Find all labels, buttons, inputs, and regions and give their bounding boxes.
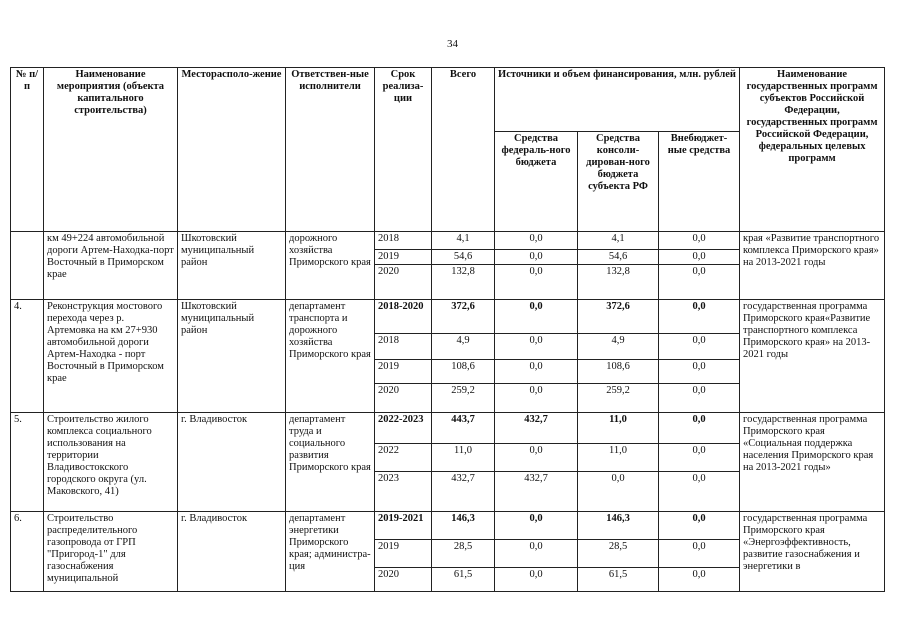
header-name: Наименование мероприятия (объекта капитального строительства) — [44, 68, 178, 232]
header-programs: Наименование государственных программ субъектов Российской Федерации, государственных программ Российской Федерации, федеральных целевых программ — [740, 68, 885, 232]
cell-year: 2018 — [375, 232, 432, 250]
row-executors: департамент транспорта и дорожного хозяйства Приморского края — [286, 300, 375, 413]
cell-extra: 0,0 — [659, 300, 740, 334]
row-location: г. Владивосток — [178, 413, 286, 512]
row-program: государственная программа Приморского края«Развитие транспортного комплекса Приморского края» на 2013-2021 годы — [740, 300, 885, 413]
table-row — [11, 413, 885, 444]
table-row — [11, 300, 885, 334]
cell-year: 2019 — [375, 540, 432, 568]
table-row — [11, 232, 885, 250]
cell-federal: 0,0 — [495, 250, 578, 265]
table-row — [11, 512, 885, 540]
cell-regional: 11,0 — [578, 444, 659, 472]
cell-regional: 4,9 — [578, 334, 659, 360]
header-row — [11, 68, 885, 132]
row-location: Шкотовский муниципальный район — [178, 232, 286, 300]
cell-extra: 0,0 — [659, 265, 740, 300]
cell-total: 132,8 — [432, 265, 495, 300]
cell-federal: 0,0 — [495, 334, 578, 360]
cell-regional: 108,6 — [578, 360, 659, 384]
cell-extra: 0,0 — [659, 512, 740, 540]
row-executors: департамент труда и социального развития Приморского края — [286, 413, 375, 512]
cell-total: 4,1 — [432, 232, 495, 250]
cell-regional: 132,8 — [578, 265, 659, 300]
cell-federal: 0,0 — [495, 265, 578, 300]
cell-total: 11,0 — [432, 444, 495, 472]
cell-federal: 0,0 — [495, 360, 578, 384]
cell-federal: 432,7 — [495, 472, 578, 512]
cell-federal: 0,0 — [495, 444, 578, 472]
cell-total: 28,5 — [432, 540, 495, 568]
cell-extra: 0,0 — [659, 568, 740, 592]
cell-year: 2020 — [375, 384, 432, 413]
cell-year: 2018-2020 — [375, 300, 432, 334]
cell-total: 146,3 — [432, 512, 495, 540]
cell-extra: 0,0 — [659, 360, 740, 384]
row-executors: департамент энергетики Приморского края; администра-ция — [286, 512, 375, 592]
header-location: Месторасполо-жение — [178, 68, 286, 232]
row-program: государственная программа Приморского края «Социальная поддержка населения Приморского края на 2013-2021 годы» — [740, 413, 885, 512]
cell-extra: 0,0 — [659, 250, 740, 265]
cell-regional: 11,0 — [578, 413, 659, 444]
cell-federal: 0,0 — [495, 232, 578, 250]
cell-year: 2019 — [375, 250, 432, 265]
cell-extra: 0,0 — [659, 540, 740, 568]
row-location: г. Владивосток — [178, 512, 286, 592]
cell-total: 443,7 — [432, 413, 495, 444]
cell-total: 108,6 — [432, 360, 495, 384]
row-num: 5. — [11, 413, 44, 512]
cell-federal: 0,0 — [495, 384, 578, 413]
row-program: края «Развитие транспортного комплекса Приморского края» на 2013-2021 годы — [740, 232, 885, 300]
header-sources: Источники и объем финансирования, млн. рублей — [495, 68, 740, 132]
cell-regional: 259,2 — [578, 384, 659, 413]
cell-year: 2019 — [375, 360, 432, 384]
row-name: Реконструкция мостового перехода через р. Артемовка на км 27+930 автомобильной дороги Артем-Находка - порт Восточный в Приморском крае — [44, 300, 178, 413]
row-num: 4. — [11, 300, 44, 413]
cell-extra: 0,0 — [659, 472, 740, 512]
cell-regional: 61,5 — [578, 568, 659, 592]
header-num: № п/п — [11, 68, 44, 232]
cell-federal: 0,0 — [495, 540, 578, 568]
cell-regional: 28,5 — [578, 540, 659, 568]
cell-total: 432,7 — [432, 472, 495, 512]
cell-year: 2020 — [375, 568, 432, 592]
cell-federal: 432,7 — [495, 413, 578, 444]
cell-total: 259,2 — [432, 384, 495, 413]
cell-regional: 4,1 — [578, 232, 659, 250]
cell-federal: 0,0 — [495, 568, 578, 592]
cell-year: 2023 — [375, 472, 432, 512]
cell-extra: 0,0 — [659, 444, 740, 472]
row-name: Строительство распределительного газопровода от ГРП "Пригород-1" для газоснабжения муниципальной — [44, 512, 178, 592]
row-num — [11, 232, 44, 300]
cell-year: 2022-2023 — [375, 413, 432, 444]
cell-extra: 0,0 — [659, 334, 740, 360]
row-name: км 49+224 автомобильной дороги Артем-Находка-порт Восточный в Приморском крае — [44, 232, 178, 300]
cell-regional: 0,0 — [578, 472, 659, 512]
cell-year: 2019-2021 — [375, 512, 432, 540]
header-extra: Внебюджет-ные средства — [659, 132, 740, 232]
cell-total: 372,6 — [432, 300, 495, 334]
header-executors: Ответствен-ные исполнители — [286, 68, 375, 232]
cell-extra: 0,0 — [659, 413, 740, 444]
row-num: 6. — [11, 512, 44, 592]
financing-table — [10, 67, 885, 592]
header-federal: Средства федераль-ного бюджета — [495, 132, 578, 232]
cell-total: 54,6 — [432, 250, 495, 265]
cell-extra: 0,0 — [659, 384, 740, 413]
page-number: 34 — [447, 38, 458, 50]
cell-year: 2018 — [375, 334, 432, 360]
cell-total: 61,5 — [432, 568, 495, 592]
row-name: Строительство жилого комплекса социального использования на территории Владивостокского городского округа (ул. Маковского, 41) — [44, 413, 178, 512]
cell-regional: 146,3 — [578, 512, 659, 540]
cell-federal: 0,0 — [495, 512, 578, 540]
row-executors: дорожного хозяйства Приморского края — [286, 232, 375, 300]
header-regional: Средства консоли-дирован-ного бюджета субъекта РФ — [578, 132, 659, 232]
header-total: Всего — [432, 68, 495, 232]
cell-regional: 372,6 — [578, 300, 659, 334]
cell-extra: 0,0 — [659, 232, 740, 250]
cell-total: 4,9 — [432, 334, 495, 360]
header-term: Срок реализа-ции — [375, 68, 432, 232]
cell-regional: 54,6 — [578, 250, 659, 265]
row-program: государственная программа Приморского края «Энергоэффективность, развитие газоснабжения и энергетики в — [740, 512, 885, 592]
cell-year: 2022 — [375, 444, 432, 472]
cell-year: 2020 — [375, 265, 432, 300]
cell-federal: 0,0 — [495, 300, 578, 334]
row-location: Шкотовский муниципальный район — [178, 300, 286, 413]
